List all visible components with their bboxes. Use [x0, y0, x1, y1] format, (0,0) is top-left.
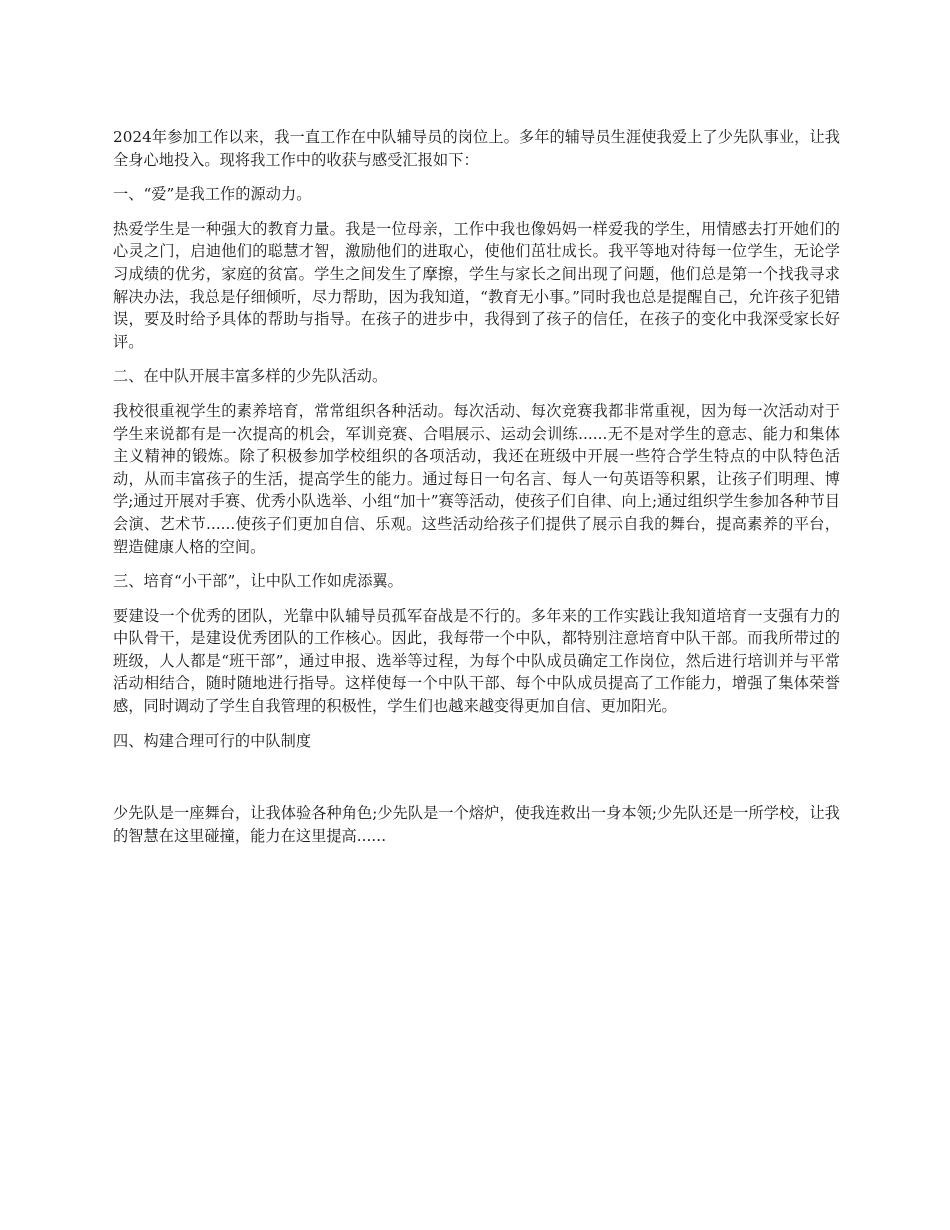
section-heading-2: 二、在中队开展丰富多样的少先队活动。: [113, 367, 388, 386]
blank-space: [113, 764, 840, 802]
intro-paragraph: 2024年参加工作以来，我一直工作在中队辅导员的岗位上。多年的辅导员生涯使我爱上了少先队事业，让我全身心地投入。现将我工作中的收获与感受汇报如下：: [113, 128, 840, 169]
section-heading-4: 四、构建合理可行的中队制度: [113, 731, 312, 750]
section-paragraph-3: 要建设一个优秀的团队，光靠中队辅导员孤军奋战是不行的。多年来的工作实践让我知道培育一支强有力的中队骨干，是建设优秀团队的工作核心。因此，我每带一个中队，都特别注意培育中队干部。而我所带过的班级，人人都是“班干部”，通过申报、选举等过程，为每个中队成员确定工作岗位，然后进行培训并与平常活动相结合，随时随地进行指导。这样使每一个中队干部、每个中队成员提高了工作能力，增强了集体荣誉感，同时调动了学生自我管理的积极性，学生们也越来越变得更加自信、更加阳光。: [113, 606, 840, 716]
closing-paragraph: 少先队是一座舞台，让我体验各种角色;少先队是一个熔炉，使我连救出一身本领;少先队还是一所学校，让我的智慧在这里碰撞，能力在这里提高......: [113, 804, 840, 845]
section-heading-3: 三、培育“小干部”，让中队工作如虎添翼。: [113, 572, 403, 591]
document-body: [113, 126, 840, 859]
section-paragraph-1: 热爱学生是一种强大的教育力量。我是一位母亲，工作中我也像妈妈一样爱我的学生，用情感去打开她们的心灵之门，启迪他们的聪慧才智，激励他们的进取心，使他们茁壮成长。我平等地对待每一位学生，无论学习成绩的优劣，家庭的贫富。学生之间发生了摩擦，学生与家长之间出现了问题，他们总是第一个找我寻求解决办法，我总是仔细倾听，尽力帮助，因为我知道，“教育无小事。”同时我也总是提醒自己，允许孩子犯错误，要及时给予具体的帮助与指导。在孩子的进步中，我得到了孩子的信任，在孩子的变化中我深受家长好评。: [113, 219, 840, 351]
section-heading-1: 一、“爱”是我工作的源动力。: [113, 185, 312, 204]
section-paragraph-2: 我校很重视学生的素养培育，常常组织各种活动。每次活动、每次竞赛我都非常重视，因为每一次活动对于学生来说都有是一次提高的机会，军训竞赛、合唱展示、运动会训练......无不是对学生的意志、能力和集体主义精神的锻炼。除了积极参加学校组织的各项活动，我还在班级中开展一些符合学生特点的中队特色活动，从而丰富孩子的生活，提高学生的能力。通过每日一句名言、每人一句英语等积累，让孩子们明理、博学;通过开展对手赛、优秀小队选举、小组“加十”赛等活动，使孩子们自律、向上;通过组织学生参加各种节目会演、艺术节......使孩子们更加自信、乐观。这些活动给孩子们提供了展示自我的舞台，提高素养的平台，塑造健康人格的空间。: [113, 401, 840, 556]
